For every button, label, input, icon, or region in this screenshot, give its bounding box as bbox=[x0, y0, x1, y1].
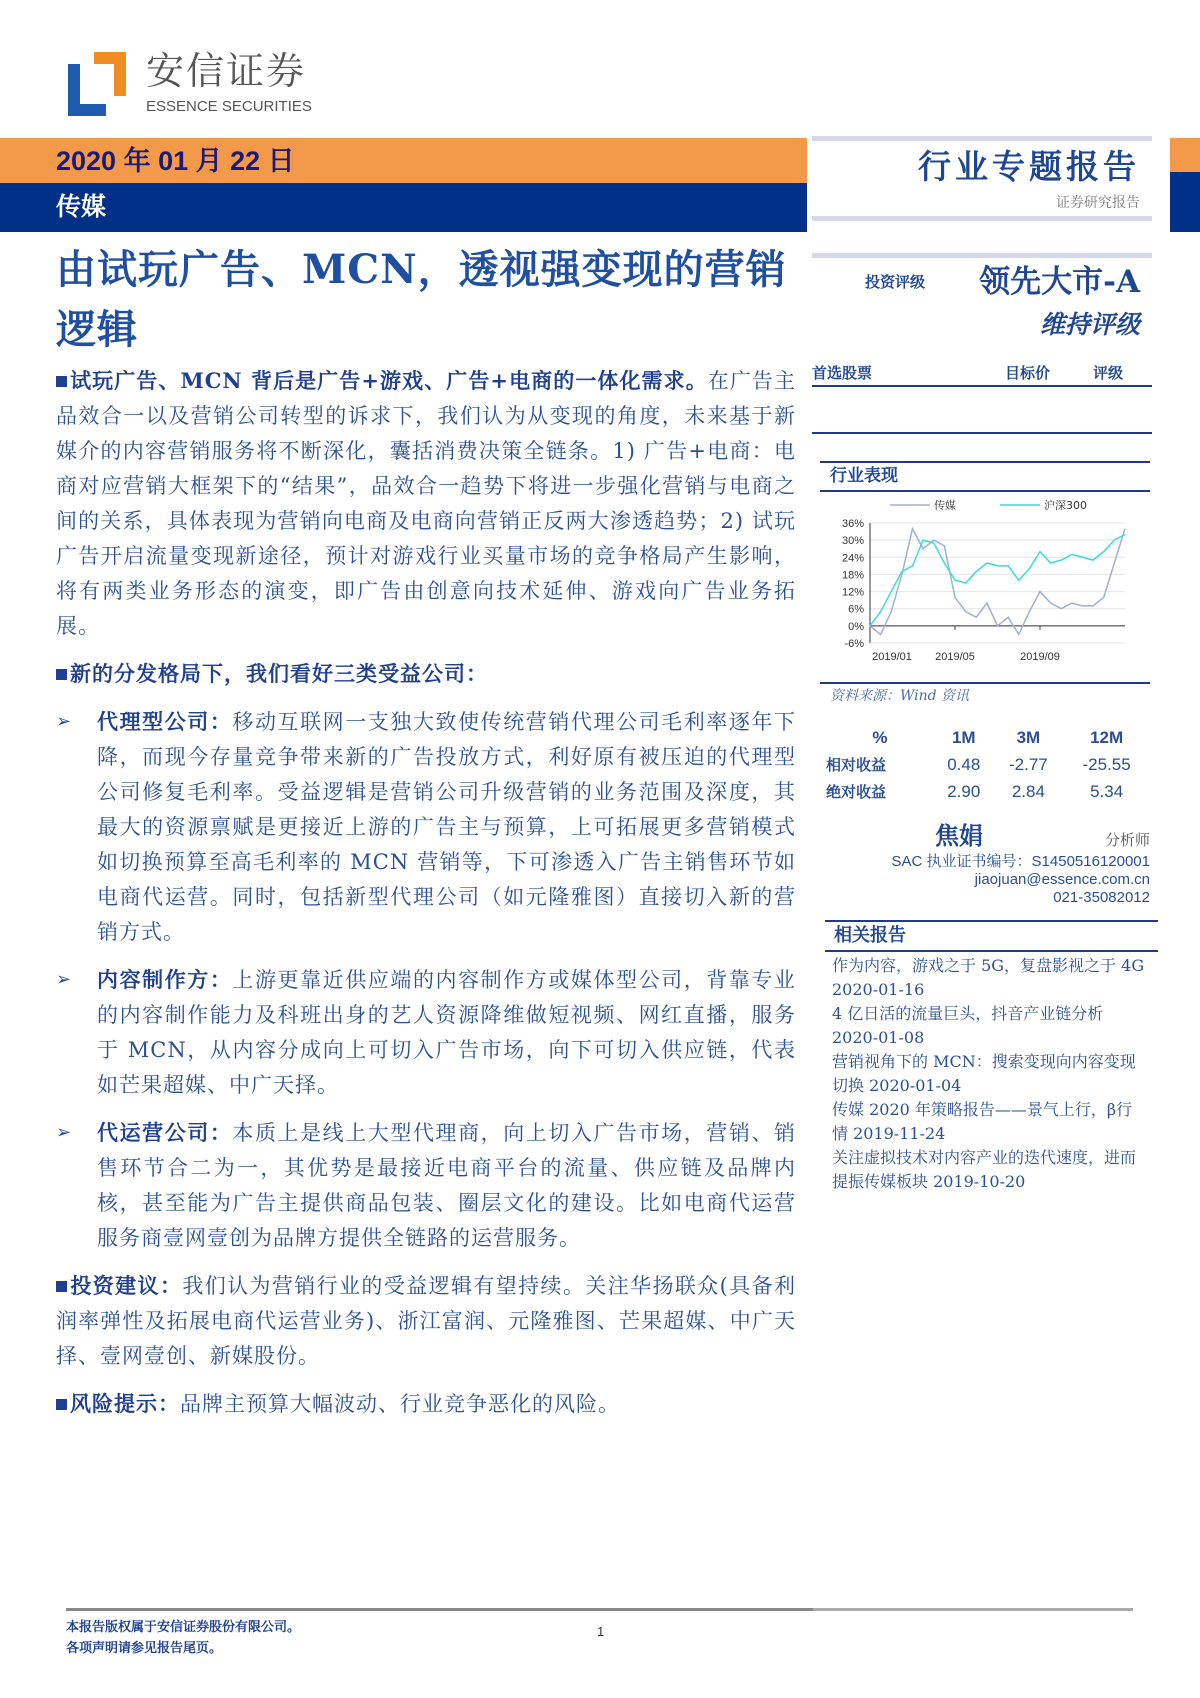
table-header: 3M bbox=[1016, 727, 1041, 747]
related-reports bbox=[832, 954, 1147, 1194]
divider bbox=[820, 682, 1150, 684]
table-header-row bbox=[826, 724, 1150, 751]
analyst-role: 分析师 bbox=[1104, 831, 1150, 849]
performance-label: 行业表现 bbox=[830, 466, 898, 486]
sector-label: 传媒 bbox=[56, 192, 107, 221]
paragraph-heading: 投资建议： bbox=[70, 1273, 183, 1298]
footer-disclaimer: 各项声明请参见报告尾页。 bbox=[66, 1641, 223, 1656]
table-header: % bbox=[872, 727, 888, 747]
y-tick-label: 6% bbox=[848, 603, 864, 616]
table-header: 1M bbox=[951, 727, 976, 747]
cell: -2.77 bbox=[1009, 754, 1048, 774]
arrow-bullet-icon: ➢ bbox=[56, 711, 73, 732]
paragraph-text: 在广告主品效合一以及营销公司转型的诉求下，我们认为从变现的角度，未来基于新媒介的内容营销服务将不断深化，囊括消费决策全链条。1) 广告+电商：电商对应营销大框架下的“结果”，品效合一趋势下将进一步强化营销与电商之间的关系，具体表现为营销向电商及电商向营销正反两大渗透趋势；2) 试玩广告开启流量变现新途径，预计对游戏行业买量市场的竞争格局产生影响，将有两类业务形态的演变，即广告由创意向技术延伸、游戏向广告业务拓展。 bbox=[56, 369, 797, 638]
x-tick-label: 2019/09 bbox=[1020, 651, 1060, 663]
analyst-phone: 021-35082012 bbox=[1053, 889, 1150, 906]
report-subtype: 证券研究报告 bbox=[1056, 195, 1140, 211]
logo-text: 安信证券 bbox=[146, 49, 307, 93]
footer-copyright: 本报告版权属于安信证券股份有限公司。 bbox=[66, 1620, 301, 1635]
paragraph-text: 品牌主预算大幅波动、行业竞争恶化的风险。 bbox=[180, 1392, 620, 1416]
summary-paragraph bbox=[56, 363, 796, 644]
legend-label: 传媒 bbox=[934, 499, 956, 512]
bullet-text: 上游更靠近供应端的内容制作方或媒体型公司，背靠专业的内容制作能力及科班出身的艺人资源降维做短视频、网红直播，服务于 MCN，从内容分成向上可切入广告市场，向下可切入供应链，代表如芒果超媒、中广天择。 bbox=[97, 968, 797, 1097]
bullet-heading: 代运营公司： bbox=[97, 1120, 233, 1145]
bullet-square-icon bbox=[56, 1281, 67, 1292]
page-number: 1 bbox=[597, 1624, 605, 1639]
picks-target-header: 目标价 bbox=[1005, 364, 1051, 382]
bullet-square-icon bbox=[56, 1399, 67, 1410]
y-tick-label: -6% bbox=[844, 638, 864, 650]
cell: 2.84 bbox=[1011, 781, 1045, 801]
report-date: 2020 年 01 月 22 日 bbox=[56, 146, 295, 176]
related-report-link[interactable]: 关注虚拟技术对内容产业的迭代速度，进而提振传媒板块 2019-10-20 bbox=[832, 1148, 1137, 1191]
divider bbox=[825, 950, 1158, 952]
divider bbox=[812, 136, 1152, 141]
bullet-item bbox=[56, 1115, 796, 1256]
legend-label: 沪深300 bbox=[1044, 499, 1087, 512]
analyst-email[interactable]: jiaojuan@essence.com.cn bbox=[974, 871, 1150, 888]
bullet-item bbox=[56, 962, 796, 1103]
row-label: 绝对收益 bbox=[826, 782, 887, 801]
edge-accent bbox=[1170, 172, 1200, 232]
logo-icon bbox=[68, 52, 126, 116]
divider bbox=[812, 385, 1152, 387]
analyst-name: 焦娟 bbox=[935, 821, 983, 850]
investment-advice bbox=[56, 1268, 796, 1374]
divider bbox=[812, 253, 1152, 258]
y-tick-label: 24% bbox=[841, 552, 864, 565]
series-line-0 bbox=[870, 529, 1125, 635]
cell: 2.90 bbox=[947, 781, 981, 801]
rating-value: 领先大市-A bbox=[979, 264, 1140, 300]
table-row bbox=[826, 751, 1150, 778]
related-report-link[interactable]: 作为内容，游戏之于 5G，复盘影视之于 4G 2020-01-16 bbox=[832, 956, 1145, 999]
y-tick-label: 12% bbox=[841, 586, 864, 599]
bullet-square-icon bbox=[56, 669, 67, 680]
report-body bbox=[56, 363, 796, 1434]
divider bbox=[812, 432, 1152, 434]
table-row bbox=[826, 778, 1150, 805]
divider bbox=[812, 216, 1152, 221]
returns-table bbox=[826, 724, 1150, 805]
y-tick-label: 30% bbox=[841, 535, 864, 548]
sector-bar bbox=[0, 183, 807, 232]
divider bbox=[825, 920, 1158, 922]
x-tick-label: 2019/05 bbox=[935, 651, 975, 663]
bullet-text: 移动互联网一支独大致使传统营销代理公司毛利率逐年下降，而现今存量竞争带来新的广告投放方式，利好原有被压迫的代理型公司修复毛利率。受益逻辑是营销公司升级营销的业务范围及深度，其最大的资源禀赋是更接近上游的广告主与预算，上可拓展更多营销模式如切换预算至高毛利率的 MCN 营销等，下可渗透入广告主销售环节如电商代运营。同时，包括新型代理公司（如元隆雅图）直接切入新的营销方式。 bbox=[97, 710, 797, 944]
divider bbox=[820, 461, 1150, 463]
report-type: 行业专题报告 bbox=[918, 147, 1140, 186]
table-header: 12M bbox=[1090, 727, 1124, 747]
related-report-link[interactable]: 传媒 2020 年策略报告——景气上行，β行情 2019-11-24 bbox=[832, 1100, 1133, 1143]
y-tick-label: 0% bbox=[848, 620, 864, 633]
page-title: 由试玩广告、MCN，透视强变现的营销逻辑 bbox=[56, 246, 787, 353]
risk-warning bbox=[56, 1386, 796, 1422]
bullet-item bbox=[56, 704, 796, 950]
paragraph-heading: 新的分发格局下，我们看好三类受益公司： bbox=[70, 661, 488, 686]
paragraph-heading: 风险提示： bbox=[70, 1391, 180, 1416]
edge-accent bbox=[1170, 138, 1200, 172]
picks-rating-header: 评级 bbox=[1093, 364, 1124, 382]
section-heading bbox=[56, 656, 796, 692]
x-tick-label: 2019/01 bbox=[872, 651, 912, 663]
logo-subtext: ESSENCE SECURITIES bbox=[146, 98, 312, 115]
analyst-sac: SAC 执业证书编号：S1450516120001 bbox=[891, 853, 1150, 870]
picks-label: 首选股票 bbox=[812, 364, 873, 382]
bullet-text: 本质上是线上大型代理商，向上切入广告市场，营销、销售环节合二为一，其优势是最接近电商平台的流量、供应链及品牌内核，甚至能为广告主提供商品包装、圈层文化的建设。比如电商代运营服务商壹网壹创为品牌方提供全链路的运营服务。 bbox=[97, 1121, 797, 1250]
cell: -25.55 bbox=[1082, 754, 1131, 774]
bullet-heading: 代理型公司： bbox=[97, 709, 233, 734]
related-report-link[interactable]: 4 亿日活的流量巨头，抖音产业链分析 2020-01-08 bbox=[832, 1004, 1104, 1047]
paragraph-heading: 试玩广告、MCN 背后是广告+游戏、广告+电商的一体化需求。 bbox=[70, 368, 708, 393]
chart-source: 资料来源：Wind 资讯 bbox=[830, 688, 970, 704]
arrow-bullet-icon: ➢ bbox=[56, 1122, 73, 1143]
row-label: 相对收益 bbox=[826, 755, 887, 774]
divider bbox=[820, 490, 1150, 492]
related-label: 相关报告 bbox=[834, 925, 906, 946]
rating-action: 维持评级 bbox=[1039, 310, 1140, 339]
paragraph-text: 我们认为营销行业的受益逻辑有望持续。关注华扬联众(具备利润率弹性及拓展电商代运营业务)、浙江富润、元隆雅图、芒果超媒、中广天择、壹网壹创、新媒股份。 bbox=[56, 1274, 796, 1368]
footer-divider bbox=[66, 1608, 1133, 1611]
related-report-link[interactable]: 营销视角下的 MCN：搜索变现向内容变现切换 2020-01-04 bbox=[832, 1052, 1136, 1095]
y-tick-label: 18% bbox=[841, 569, 864, 582]
performance-chart bbox=[820, 493, 1140, 678]
cell: 0.48 bbox=[947, 754, 981, 774]
arrow-bullet-icon: ➢ bbox=[56, 969, 73, 990]
rating-label: 投资评级 bbox=[865, 273, 926, 291]
y-tick-label: 36% bbox=[841, 518, 864, 530]
bullet-square-icon bbox=[56, 376, 67, 387]
bullet-heading: 内容制作方： bbox=[97, 967, 233, 992]
cell: 5.34 bbox=[1090, 781, 1124, 801]
